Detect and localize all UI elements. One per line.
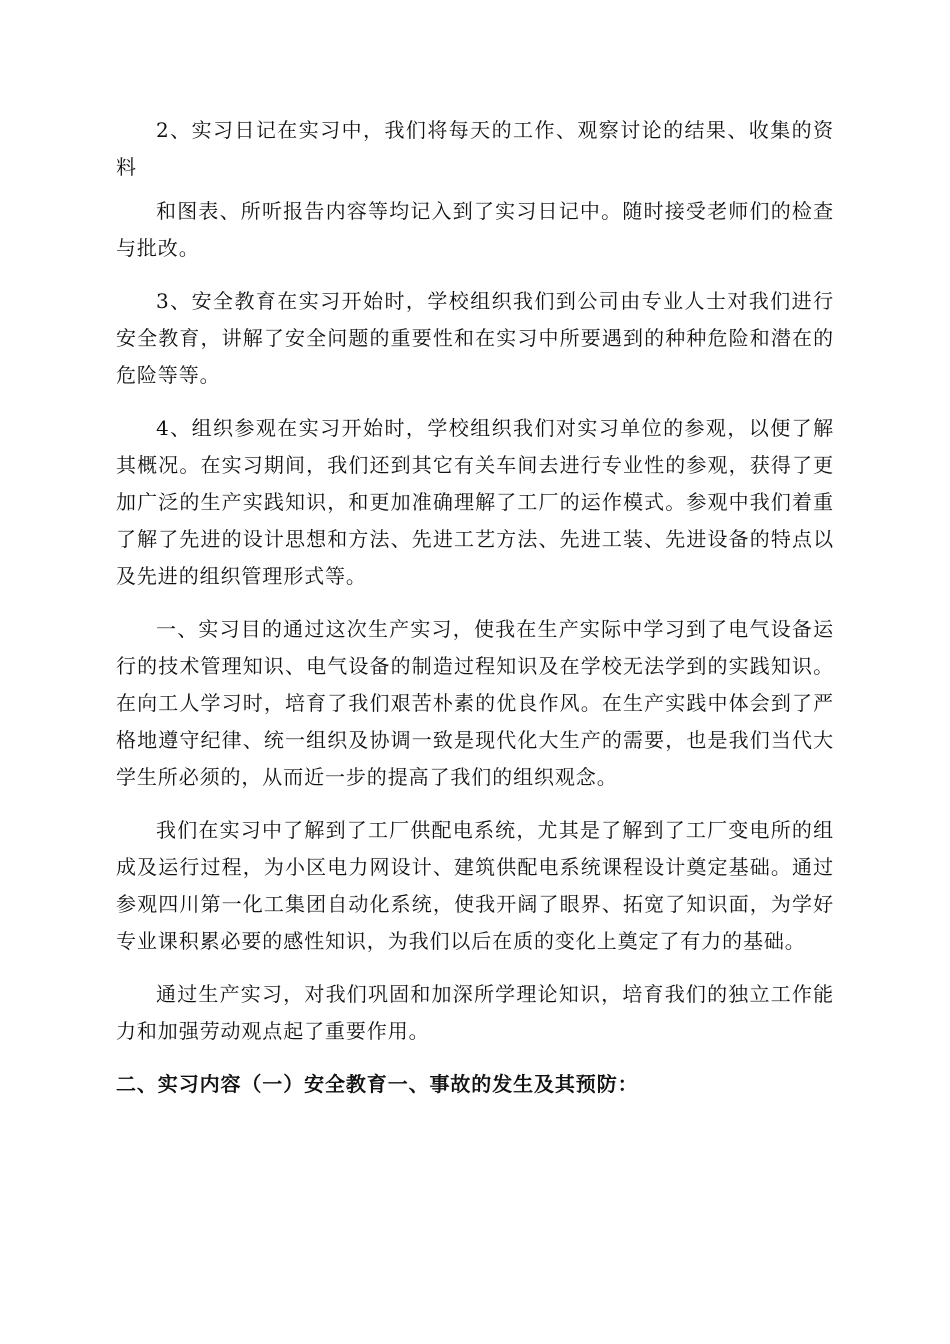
paragraph-organized-visit: 4、组织参观在实习开始时，学校组织我们对实习单位的参观，以便了解其概况。在实习期间，我们还到其它有关车间去进行专业性的参观，获得了更加广泛的生产实践知识，和更加准确理解了工厂的运作模式。参观中我们着重了解了先进的设计思想和方法、先进工艺方法、先进工装、先进设备的特点以及先进的组织管理形式等。	[116, 416, 834, 588]
paragraph-conclusion: 通过生产实习，对我们巩固和加深所学理论知识，培育我们的独立工作能力和加强劳动观点起了重要作用。	[116, 982, 834, 1043]
paragraph-safety-education: 3、安全教育在实习开始时，学校组织我们到公司由专业人士对我们进行安全教育，讲解了安全问题的重要性和在实习中所要遇到的种种危险和潜在的危险等等。	[116, 289, 834, 387]
paragraph-internship-purpose: 一、实习目的通过这次生产实习，使我在生产实际中学习到了电气设备运行的技术管理知识、电气设备的制造过程知识及在学校无法学到的实践知识。在向工人学习时，培育了我们艰苦朴素的优良作风。在生产实践中体会到了严格地遵守纪律、统一组织及协调一致是现代化大生产的需要，也是我们当代大学生所必须的，从而近一步的提高了我们的组织观念。	[116, 617, 834, 789]
document-body	[116, 112, 834, 1103]
paragraph-power-system: 我们在实习中了解到了工厂供配电系统，尤其是了解到了工厂变电所的组成及运行过程，为小区电力网设计、建筑供配电系统课程设计奠定基础。通过参观四川第一化工集团自动化系统，使我开阔了眼界、拓宽了知识面，为学好专业课积累必要的感性知识，为我们以后在质的变化上奠定了有力的基础。	[116, 818, 834, 953]
paragraph-diary-continued: 和图表、所听报告内容等均记入到了实习日记中。随时接受老师们的检查与批改。	[116, 199, 834, 260]
section-heading: 二、实习内容（一）安全教育一、事故的发生及其预防：	[116, 1072, 639, 1096]
paragraph-internship-diary: 2、实习日记在实习中，我们将每天的工作、观察讨论的结果、收集的资料	[116, 118, 834, 179]
